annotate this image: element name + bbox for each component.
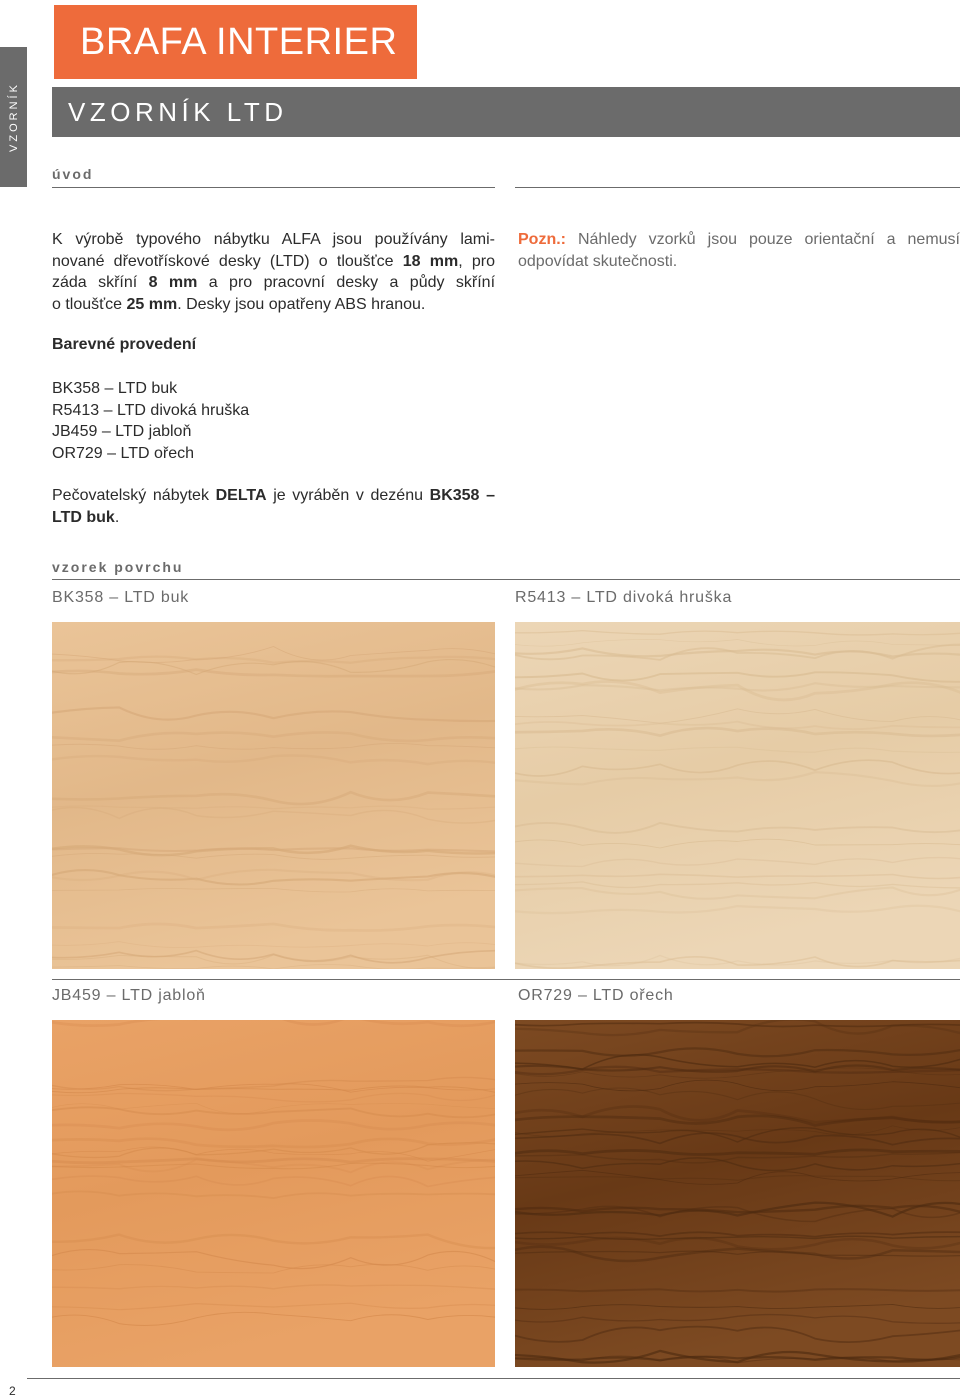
delta-note-line-2: LTD buk. (52, 508, 120, 526)
section-label-samples: vzorek povrchu (52, 559, 184, 575)
color-variants-list (52, 378, 249, 464)
swatch-jb459 (52, 1020, 495, 1367)
intro-line-2: nované dřevotřískové desky (LTD) o tloušťce 18 mm, pro (52, 252, 495, 270)
color-variants-heading: Barevné provedení (52, 336, 197, 353)
intro-line-3: záda skříní 8 mm a pro pracovní desky a půdy skříní (52, 274, 496, 291)
wood-base (52, 1020, 495, 1367)
divider-intro (52, 187, 495, 188)
swatch-label-jb459: JB459 – LTD jabloň (52, 987, 206, 1004)
swatch-label-or729: OR729 – LTD ořech (518, 987, 674, 1004)
note-line-2: odpovídat skutečnosti. (518, 252, 678, 270)
divider-samples-row-2 (52, 979, 960, 980)
swatch-or729 (515, 1020, 960, 1367)
swatch-label-r5413: R5413 – LTD divoká hruška (515, 589, 733, 606)
wood-texture-jb459 (52, 1020, 495, 1367)
list-item: BK358 – LTD buk (52, 380, 178, 397)
divider-samples (52, 579, 960, 580)
list-item: OR729 – LTD ořech (52, 444, 194, 462)
brand-logo: BRAFA INTERIER (54, 5, 417, 79)
intro-paragraph (52, 229, 495, 315)
note-line-1: Pozn.: Náhledy vzorků jsou pouze orientační a nemusí (518, 231, 960, 248)
swatch-r5413 (515, 622, 960, 969)
footer-rule (27, 1378, 960, 1379)
delta-note (52, 485, 495, 528)
note-paragraph (518, 229, 960, 272)
swatch-bk358 (52, 622, 495, 969)
page-title: VZORNÍK LTD (52, 87, 960, 137)
delta-note-line-1: Pečovatelský nábytek DELTA je vyráběn v dezénu BK358 – (52, 487, 495, 504)
wood-texture-r5413 (515, 622, 960, 969)
intro-line-4: o tloušťce 25 mm. Desky jsou opatřeny ABS hranou. (52, 295, 426, 313)
wood-texture-bk358 (52, 622, 495, 969)
intro-line-1: K výrobě typového nábytku ALFA jsou používány lami- (52, 231, 495, 248)
divider-note (515, 187, 960, 188)
note-label: Pozn.: (518, 231, 566, 248)
side-tab-label: VZORNÍK (7, 82, 20, 152)
swatch-label-bk358: BK358 – LTD buk (52, 589, 190, 606)
page-number: 2 (9, 1384, 16, 1398)
side-tab (0, 47, 27, 187)
list-item: R5413 – LTD divoká hruška (52, 401, 250, 419)
list-item: JB459 – LTD jabloň (52, 423, 192, 440)
section-label-intro: úvod (52, 166, 94, 182)
wood-texture-or729 (515, 1020, 960, 1367)
